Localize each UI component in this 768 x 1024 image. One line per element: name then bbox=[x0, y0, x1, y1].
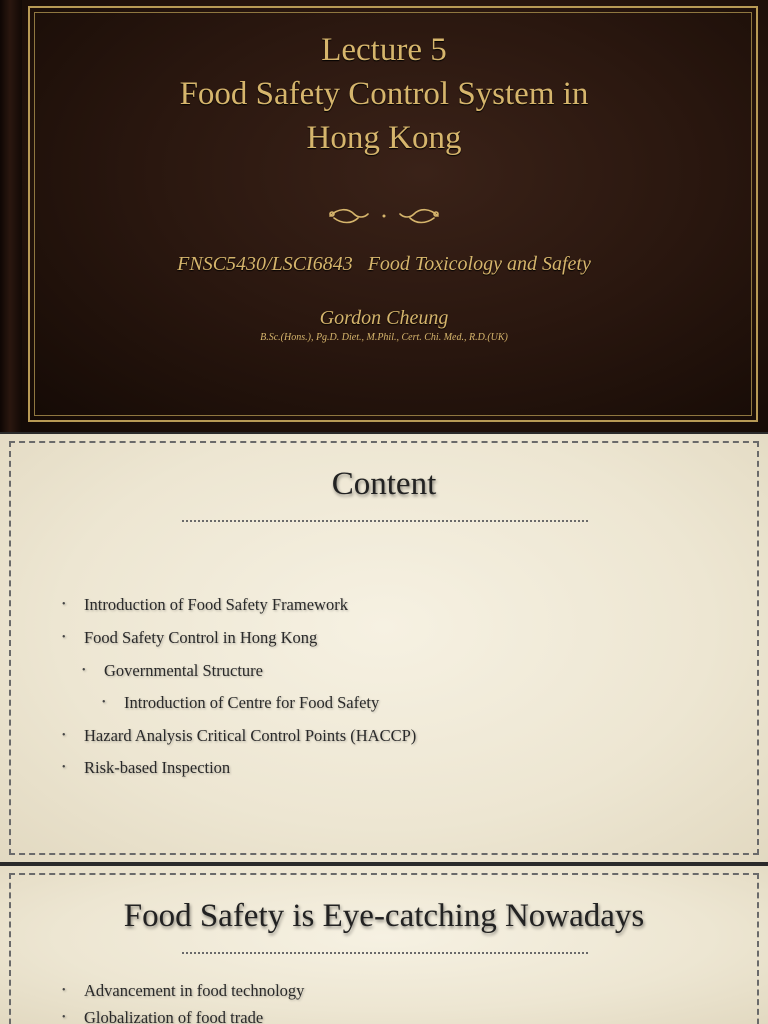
bullet-icon: • bbox=[62, 599, 66, 610]
bullet-icon: • bbox=[62, 985, 66, 996]
slide-heading: Food Safety is Eye-catching Nowadays bbox=[123, 898, 645, 934]
lecture-title-line-1: Lecture 5 bbox=[321, 32, 447, 68]
flourish-ornament-icon bbox=[324, 204, 444, 228]
title-slide bbox=[0, 0, 768, 432]
book-spine bbox=[0, 0, 22, 432]
list-item: • Introduction of Centre for Food Safety bbox=[102, 693, 380, 712]
lecture-title-line-2: Food Safety Control System in bbox=[179, 76, 589, 112]
bullet-icon: • bbox=[82, 665, 86, 676]
author-name: Gordon Cheung bbox=[319, 307, 449, 329]
list-item: • Advancement in food technology bbox=[62, 981, 305, 1000]
bullet-icon: • bbox=[62, 632, 66, 643]
eye-catching-slide bbox=[0, 866, 768, 1024]
list-item: • Governmental Structure bbox=[82, 661, 263, 680]
heading-rule bbox=[182, 952, 588, 954]
list-item: • Hazard Analysis Critical Control Points (HACCP) bbox=[62, 726, 417, 745]
list-item: • Food Safety Control in Hong Kong bbox=[62, 628, 318, 647]
bullet-icon: • bbox=[102, 697, 106, 708]
course-code: FNSC5430/LSCI6843 Food Toxicology and Safety bbox=[177, 253, 591, 275]
slide-heading: Content bbox=[331, 466, 437, 502]
list-item: • Risk-based Inspection bbox=[62, 758, 231, 777]
bullet-icon: • bbox=[62, 1012, 66, 1023]
author-credentials: B.Sc.(Hons.), Pg.D. Diet., M.Phil., Cert. Chi. Med., R.D.(UK) bbox=[260, 332, 508, 343]
bullet-icon: • bbox=[62, 762, 66, 773]
bullet-icon: • bbox=[62, 730, 66, 741]
heading-rule bbox=[182, 520, 588, 522]
list-item: • Introduction of Food Safety Framework bbox=[62, 595, 348, 614]
content-slide bbox=[0, 434, 768, 862]
lecture-title-line-3: Hong Kong bbox=[306, 120, 462, 156]
list-item: • Globalization of food trade bbox=[84, 1007, 263, 1024]
